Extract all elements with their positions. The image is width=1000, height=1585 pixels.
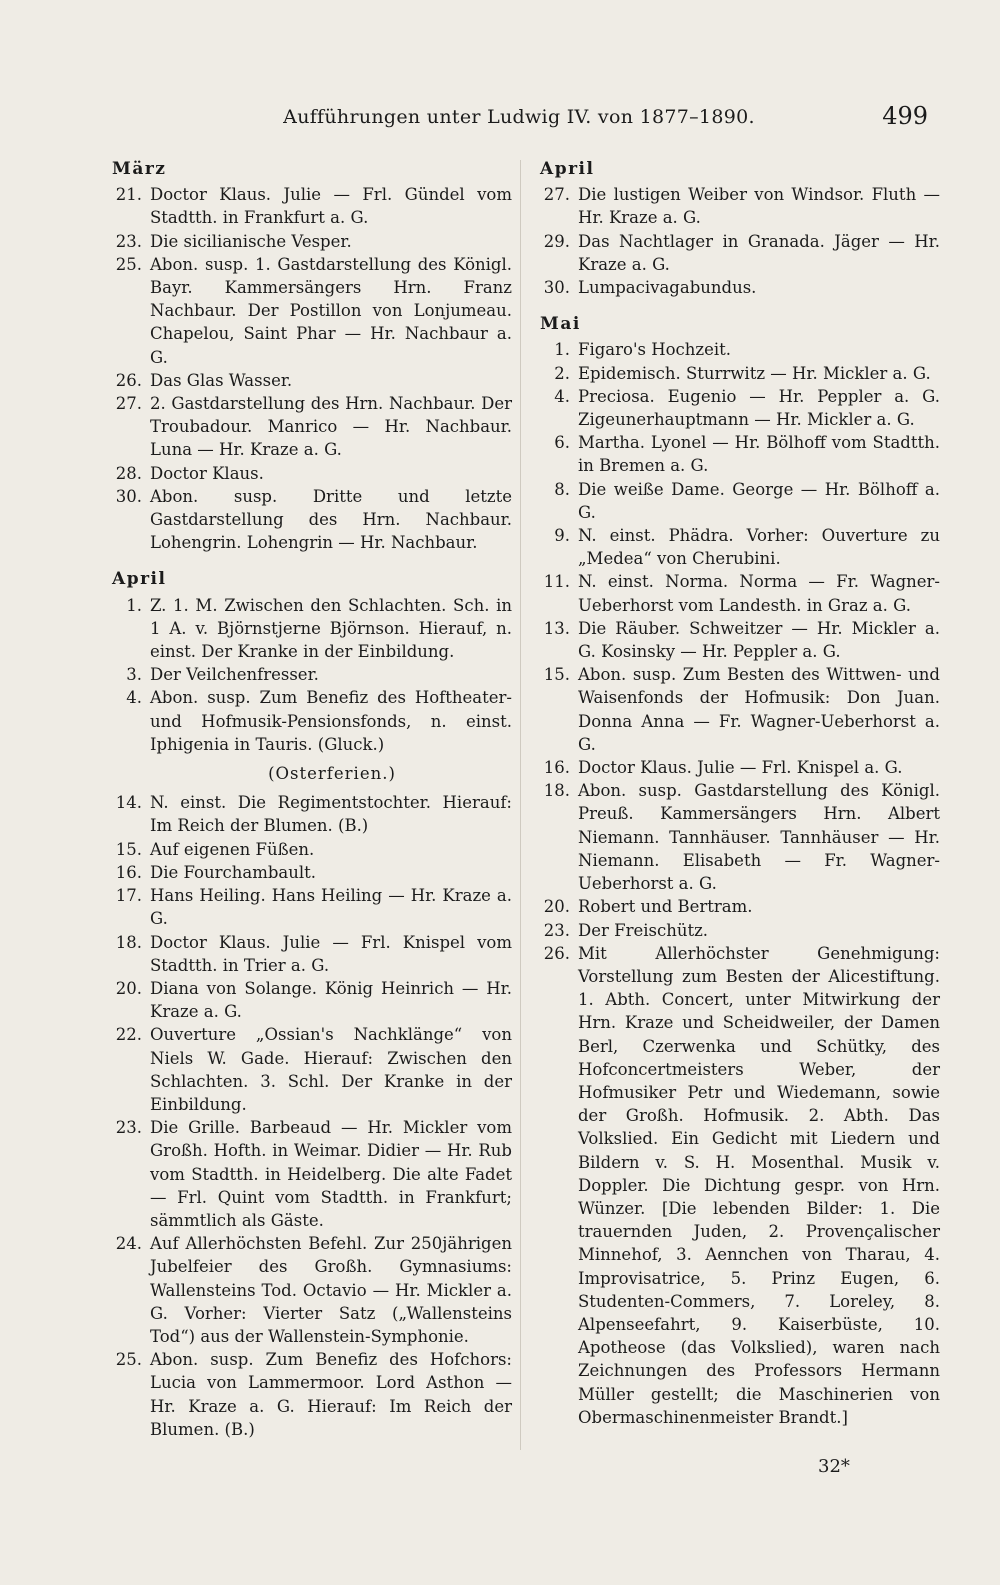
entry-date: 20. bbox=[543, 897, 570, 917]
performance-entry bbox=[112, 369, 512, 392]
performance-entry bbox=[112, 791, 512, 837]
entry-text: Ouverture „Ossian's Nachklänge“ von Niels W. Gade. Hierauf: Zwischen den Schlachten. 3. Schl. Der Kranke in der Einbildung. bbox=[150, 1025, 512, 1114]
performance-entry bbox=[112, 686, 512, 756]
entry-text: Der Veilchenfresser. bbox=[150, 665, 319, 685]
interlude-note: (Osterferien.) bbox=[268, 764, 396, 784]
entry-text: Lumpacivagabundus. bbox=[578, 278, 757, 298]
month-heading: April bbox=[112, 569, 167, 590]
entry-text: Diana von Solange. König Heinrich — Hr. Kraze a. G. bbox=[150, 978, 512, 1022]
page-number: 499 bbox=[882, 102, 928, 130]
entry-text: Auf Allerhöchsten Befehl. Zur 250jährigen Jubelfeier des Großh. Gymnasiums: Wallensteins Tod. Octavio — Hr. Mickler a. G. Vorher: Vierter Satz („Wallensteins Tod“) aus der Wallenstein-Symphonie. bbox=[150, 1234, 512, 1346]
entry-text: Abon. susp. Zum Besten des Wittwen- und Waisenfonds der Hofmusik: Don Juan. Donna Anna — Fr. Wagner-Ueberhorst a. G. bbox=[578, 665, 940, 754]
entry-text: Doctor Klaus. Julie — Frl. Knispel vom Stadtth. in Trier a. G. bbox=[150, 932, 512, 975]
entry-date: 23. bbox=[543, 920, 570, 940]
entry-text: N. einst. Die Regimentstochter. Hierauf: Im Reich der Blumen. (B.) bbox=[150, 793, 512, 836]
performance-entry bbox=[112, 183, 512, 229]
entry-date: 6. bbox=[554, 433, 570, 453]
entry-date: 18. bbox=[115, 932, 142, 952]
entry-date: 23. bbox=[115, 231, 142, 251]
running-title: Aufführungen unter Ludwig IV. von 1877–1890. bbox=[283, 106, 755, 128]
performance-entry bbox=[540, 338, 940, 361]
performance-entry bbox=[540, 385, 940, 431]
entry-text: Doctor Klaus. bbox=[150, 463, 264, 483]
performance-entry bbox=[112, 1348, 512, 1441]
entry-date: 27. bbox=[543, 185, 570, 205]
entry-date: 13. bbox=[543, 618, 570, 638]
entry-date: 9. bbox=[554, 526, 570, 546]
performance-entry bbox=[540, 779, 940, 895]
entry-date: 16. bbox=[115, 862, 142, 882]
entry-date: 23. bbox=[115, 1118, 142, 1138]
performance-entry bbox=[540, 919, 940, 942]
performance-entry bbox=[112, 392, 512, 462]
entry-text: N. einst. Norma. Norma — Fr. Wagner-Ueberhorst vom Landesth. in Graz a. G. bbox=[578, 572, 940, 615]
entry-text: 2. Gastdarstellung des Hrn. Nachbaur. Der Troubadour. Manrico — Hr. Nachbaur. Luna — Hr. Kraze a. G. bbox=[150, 394, 512, 460]
entry-text: Doctor Klaus. Julie — Frl. Knispel a. G. bbox=[578, 758, 903, 778]
performance-entry bbox=[112, 462, 512, 485]
performance-entry bbox=[112, 594, 512, 664]
entry-text: Der Freischütz. bbox=[578, 920, 709, 940]
entry-text: Abon. susp. Zum Benefiz des Hoftheater- und Hofmusik-Pensionsfonds, n. einst. Iphigenia in Tauris. (Gluck.) bbox=[150, 688, 512, 754]
entry-text: Die Räuber. Schweitzer — Hr. Mickler a. G. Kosinsky — Hr. Peppler a. G. bbox=[578, 618, 940, 662]
entry-date: 26. bbox=[543, 943, 570, 963]
entry-date: 20. bbox=[115, 978, 142, 998]
entry-date: 2. bbox=[554, 363, 570, 383]
performance-entry bbox=[540, 524, 940, 570]
performance-entry bbox=[112, 1116, 512, 1232]
performance-entry bbox=[540, 431, 940, 477]
entry-text: Abon. susp. Zum Benefiz des Hofchors: Lucia von Lammermoor. Lord Asthon — Hr. Kraze a. G. Hierauf: Im Reich der Blumen. (B.) bbox=[150, 1350, 512, 1439]
entry-text: Die sicilianische Vesper. bbox=[150, 231, 352, 251]
page-header bbox=[110, 100, 928, 134]
entry-date: 28. bbox=[115, 463, 142, 483]
entry-date: 26. bbox=[115, 370, 142, 390]
entry-date: 11. bbox=[543, 572, 570, 592]
entry-date: 25. bbox=[115, 1350, 142, 1370]
month-heading: März bbox=[112, 159, 167, 179]
entry-date: 15. bbox=[543, 665, 570, 685]
column-divider bbox=[520, 160, 521, 1450]
performance-entry bbox=[112, 884, 512, 930]
performance-entry bbox=[540, 276, 940, 299]
entry-date: 17. bbox=[115, 886, 142, 906]
performance-entry bbox=[112, 838, 512, 861]
performance-entry bbox=[112, 253, 512, 369]
entry-date: 1. bbox=[554, 340, 570, 360]
sheet-signature: 32* bbox=[818, 1456, 850, 1477]
entry-text: Hans Heiling. Hans Heiling — Hr. Kraze a. G. bbox=[150, 886, 512, 929]
entry-text: Figaro's Hochzeit. bbox=[578, 340, 731, 360]
performance-entry bbox=[540, 756, 940, 779]
month-heading: April bbox=[540, 159, 595, 179]
entry-date: 4. bbox=[126, 688, 142, 708]
entry-text: Z. 1. M. Zwischen den Schlachten. Sch. in 1 A. v. Björnstjerne Björnson. Hierauf, n. einst. Der Kranke in der Einbildung. bbox=[150, 595, 512, 662]
entry-date: 25. bbox=[115, 254, 142, 274]
entry-text: Das Glas Wasser. bbox=[150, 370, 293, 390]
entry-date: 21. bbox=[115, 185, 142, 205]
performance-entry bbox=[540, 895, 940, 918]
entry-date: 30. bbox=[115, 486, 142, 506]
entry-date: 29. bbox=[543, 231, 570, 251]
performance-entry bbox=[112, 663, 512, 686]
entry-text: N. einst. Phädra. Vorher: Ouverture zu „Medea“ von Cherubini. bbox=[578, 526, 940, 569]
entry-text: Preciosa. Eugenio — Hr. Peppler a. G. Zigeunerhauptmann — Hr. Mickler a. G. bbox=[578, 386, 940, 430]
entry-text: Abon. susp. Dritte und letzte Gastdarstellung des Hrn. Nachbaur. Lohengrin. Lohengrin — Hr. Nachbaur. bbox=[150, 486, 512, 553]
entry-text: Epidemisch. Sturrwitz — Hr. Mickler a. G. bbox=[578, 363, 931, 383]
performance-entry bbox=[112, 1232, 512, 1348]
entry-text: Robert und Bertram. bbox=[578, 897, 753, 917]
entry-date: 8. bbox=[554, 479, 570, 499]
entry-date: 27. bbox=[115, 394, 142, 414]
month-heading: Mai bbox=[540, 314, 581, 335]
performance-entry bbox=[540, 230, 940, 276]
performance-entry bbox=[540, 942, 940, 1429]
entry-date: 30. bbox=[543, 278, 570, 298]
entry-date: 22. bbox=[115, 1025, 142, 1045]
performance-entry bbox=[112, 861, 512, 884]
entry-text: Auf eigenen Füßen. bbox=[150, 839, 315, 859]
performance-entry bbox=[112, 931, 512, 977]
right-column bbox=[540, 150, 940, 1429]
performance-entry bbox=[540, 570, 940, 616]
entry-text: Mit Allerhöchster Genehmigung: Vorstellung zum Besten der Alicestiftung. 1. Abth. Concert, unter Mitwirkung der Hrn. Kraze und Scheidweiler, der Damen Berl, Czerwenka und Schütky, des Hofconcertmeisters Weber, der Hofmusiker Petr und Wiedemann, sowie der Großh. Hofmusik. 2. Abth. Das Volkslied. Ein Gedicht mit Liedern und Bildern v. S. H. Mosenthal. Musik v. Doppler. Die Dichtung gespr. von Hrn. Wünzer. [Die lebenden Bilder: 1. Die trauernden Juden, 2. Provençalischer Minnehof, 3. Aennchen von Tharau, 4. Improvisatrice, 5. Prinz Eugen, 6. Studenten-Commers, 7. Loreley, 8. Alpenseefahrt, 9. Kaiserbüste, 10. Apotheose (das Volkslied), waren nach Zeichnungen des Professors Hermann Müller gestellt; die Maschinerien von Obermaschinenmeister Brandt.] bbox=[578, 943, 940, 1427]
entry-text: Die lustigen Weiber von Windsor. Fluth — Hr. Kraze a. G. bbox=[578, 185, 940, 228]
entry-date: 3. bbox=[126, 665, 142, 685]
left-column bbox=[112, 150, 512, 1441]
performance-entry bbox=[112, 977, 512, 1023]
entry-date: 24. bbox=[115, 1234, 142, 1254]
entry-text: Abon. susp. Gastdarstellung des Königl. Preuß. Kammersängers Hrn. Albert Niemann. Tannhäuser. Tannhäuser — Hr. Niemann. Elisabeth — Fr. Wagner-Ueberhorst a. G. bbox=[578, 781, 940, 894]
performance-entry bbox=[540, 183, 940, 229]
entry-text: Das Nachtlager in Granada. Jäger — Hr. Kraze a. G. bbox=[578, 231, 940, 274]
entry-date: 1. bbox=[126, 595, 142, 615]
entry-date: 16. bbox=[543, 758, 570, 778]
entry-date: 18. bbox=[543, 781, 570, 801]
entry-date: 15. bbox=[115, 839, 142, 859]
performance-entry bbox=[540, 617, 940, 663]
entry-text: Die weiße Dame. George — Hr. Bölhoff a. G. bbox=[578, 479, 940, 522]
performance-entry bbox=[112, 230, 512, 253]
entry-date: 4. bbox=[554, 386, 570, 406]
performance-entry bbox=[540, 478, 940, 524]
entry-text: Martha. Lyonel — Hr. Bölhoff vom Stadtth. in Bremen a. G. bbox=[578, 433, 940, 476]
entry-text: Doctor Klaus. Julie — Frl. Gündel vom Stadtth. in Frankfurt a. G. bbox=[150, 185, 512, 228]
performance-entry bbox=[540, 362, 940, 385]
performance-entry bbox=[112, 1023, 512, 1116]
entry-text: Abon. susp. 1. Gastdarstellung des Königl. Bayr. Kammersängers Hrn. Franz Nachbaur. Der Postillon von Lonjumeau. Chapelou, Saint Phar — Hr. Nachbaur a. G. bbox=[150, 254, 512, 367]
performance-entry bbox=[540, 663, 940, 756]
performance-entry bbox=[112, 485, 512, 555]
entry-text: Die Grille. Barbeaud — Hr. Mickler vom Großh. Hofth. in Weimar. Didier — Hr. Rub vom Stadtth. in Heidelberg. Die alte Fadet — Frl. Quint vom Stadtth. in Frankfurt; sämmtlich als Gäste. bbox=[150, 1118, 512, 1230]
entry-date: 14. bbox=[115, 793, 142, 813]
entry-text: Die Fourchambault. bbox=[150, 862, 317, 882]
